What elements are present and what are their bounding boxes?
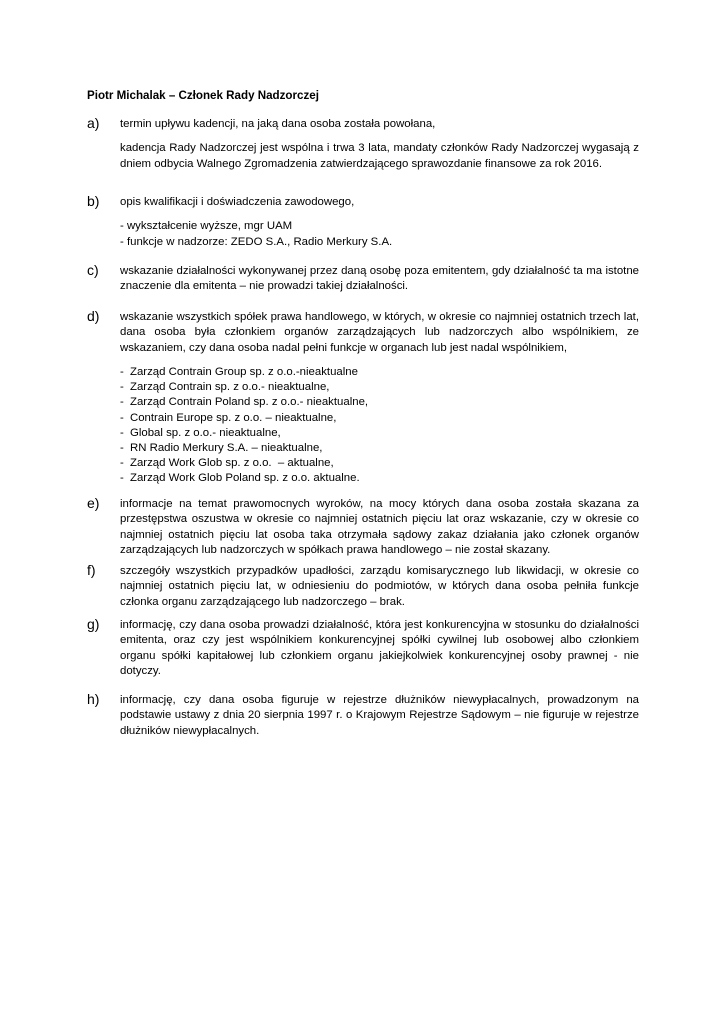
section-a [87,117,639,172]
section-g-text: informację, czy dana osoba prowadzi działalność, która jest konkurencyjna w stosunku do działalności emitenta, oraz czy jest wspólnikiem konkurencyjnej spółki cywilnej lub osobowej albo członkiem organu spółki kapitałowej lub członkiem organu jakiejkolwiek konkurencyjnej osoby prawnej - nie dotyczy. [120,619,639,678]
section-g [87,618,639,680]
section-b-line: - wykształcenie wyższe, mgr UAM [120,220,293,233]
section-c-letter: c) [87,262,99,278]
section-c [87,264,639,295]
section-d-company-list [120,365,639,486]
section-g-letter: g) [87,616,100,632]
section-b-letter: b) [87,193,100,209]
section-h-text: informację, czy dana osoba figuruje w rejestrze dłużników niewypłacalnych, prowadzonym na podstawie ustawy z dnia 20 sierpnia 1997 r. o Krajowym Rejestrze Sądowym – nie figuruje w rejestrze dłużników niewypłacalnych. [120,694,639,737]
section-h [87,693,639,739]
section-b-line: - funkcje w nadzorze: ZEDO S.A., Radio Merkury S.A. [120,235,393,248]
list-item: - Zarząd Contrain sp. z o.o.- nieaktualne, [120,380,639,395]
list-item: - RN Radio Merkury S.A. – nieaktualne, [120,441,639,456]
section-b [87,195,639,250]
section-b-question: opis kwalifikacji i doświadczenia zawodowego, [120,196,355,208]
list-item: - Zarząd Work Glob Poland sp. z o.o. aktualne. [120,471,639,486]
list-item: - Zarząd Work Glob sp. z o.o. – aktualne, [120,456,639,471]
section-d [87,310,639,486]
list-item: - Zarząd Contrain Poland sp. z o.o.- nieaktualne, [120,395,639,410]
list-item: - Global sp. z o.o.- nieaktualne, [120,426,639,441]
section-e-text: informacje na temat prawomocnych wyroków, na mocy których dana osoba została skazana za przestępstwa oszustwa w okresie co najmniej ostatnich pięciu lat oraz wskazanie, czy w okresie co najmniej ostatnich pięciu lat osoba taka otrzymała sądowy zakaz działania jako członek organów zarządzających lub nadzorczych w spółkach prawa handlowego – nie został skazany. [120,498,639,557]
section-h-letter: h) [87,691,100,707]
section-f-letter: f) [87,562,96,578]
document-heading: Piotr Michalak – Członek Rady Nadzorczej [87,89,319,102]
section-d-letter: d) [87,308,100,324]
section-e [87,497,639,559]
list-item: - Zarząd Contrain Group sp. z o.o.-nieaktualne [120,365,639,380]
section-a-letter: a) [87,115,100,131]
section-f [87,564,639,610]
section-d-question: wskazanie wszystkich spółek prawa handlowego, w których, w okresie co najmniej ostatnich trzech lat, dana osoba była członkiem organów zarządzających lub nadzorczych albo wspólnikiem, ze wskazaniem, czy dana osoba nadal pełni funkcje w organach lub jest nadal wspólnikiem, [120,311,639,354]
section-a-question: termin upływu kadencji, na jaką dana osoba została powołana, [120,118,436,130]
section-e-letter: e) [87,495,100,511]
section-f-text: szczegóły wszystkich przypadków upadłości, zarządu komisarycznego lub likwidacji, w okresie co najmniej ostatnich pięciu lat, w odniesieniu do podmiotów, w których dana osoba pełniła funkcje członka organu zarządzającego lub nadzorczego – brak. [120,565,639,608]
section-c-text: wskazanie działalności wykonywanej przez daną osobę poza emitentem, gdy działalność ta ma istotne znaczenie dla emitenta – nie prowadzi takiej działalności. [120,265,639,293]
section-a-answer: kadencja Rady Nadzorczej jest wspólna i trwa 3 lata, mandaty członków Rady Nadzorczej wygasają z dniem odbycia Walnego Zgromadzenia zatwierdzającego sprawozdanie finansowe za rok 2016. [120,142,639,170]
list-item: - Contrain Europe sp. z o.o. – nieaktualne, [120,411,639,426]
